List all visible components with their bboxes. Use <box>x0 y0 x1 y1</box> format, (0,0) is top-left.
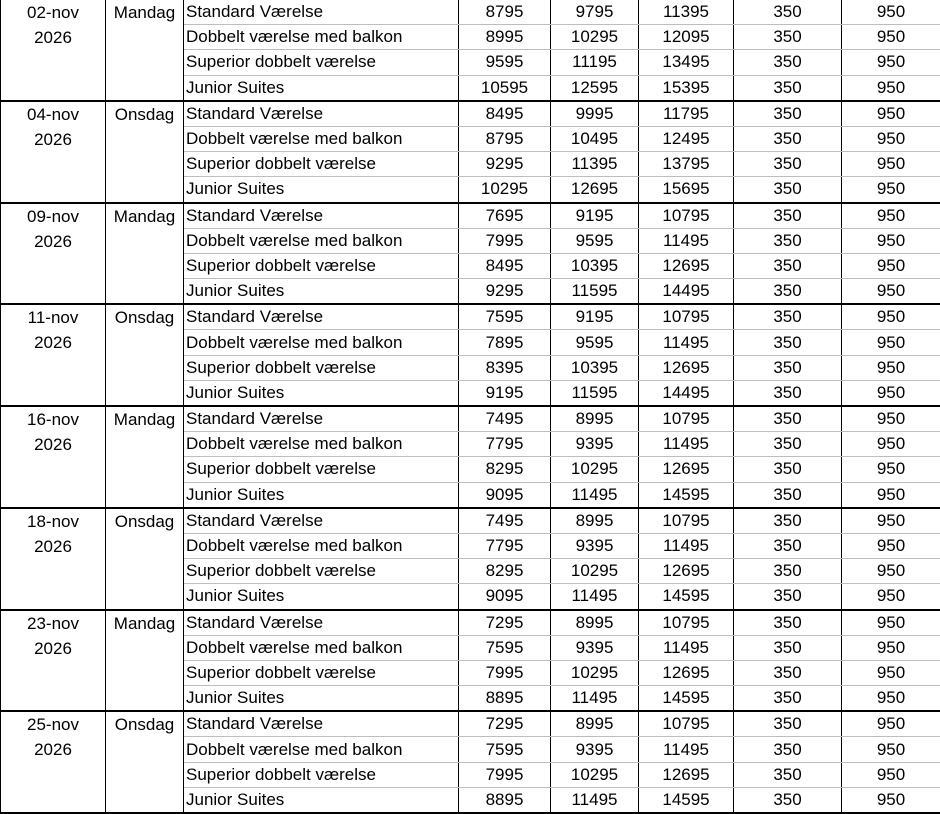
price-cell-p3: 11395 <box>639 0 734 25</box>
date-cell <box>1 610 106 712</box>
room-type-cell: Standard Værelse <box>184 203 459 229</box>
price-cell-p2: 10295 <box>551 25 639 50</box>
price-cell-p2: 12695 <box>551 177 639 203</box>
date-label: 09-nov <box>3 204 103 229</box>
room-type-cell: Dobbelt værelse med balkon <box>184 737 459 762</box>
price-cell-p2: 10495 <box>551 126 639 151</box>
price-cell-p1: 8795 <box>459 126 551 151</box>
price-cell-p5: 950 <box>842 635 940 660</box>
price-cell-p4: 350 <box>734 0 842 25</box>
price-cell-p1: 7795 <box>459 432 551 457</box>
year-label: 2026 <box>3 636 103 661</box>
price-cell-p5: 950 <box>842 610 940 636</box>
price-cell-p2: 9395 <box>551 432 639 457</box>
price-cell-p2: 10395 <box>551 253 639 278</box>
price-cell-p3: 12695 <box>639 660 734 685</box>
price-cell-p3: 14495 <box>639 380 734 406</box>
price-cell-p1: 7295 <box>459 610 551 636</box>
price-cell-p4: 350 <box>734 660 842 685</box>
price-cell-p1: 8795 <box>459 0 551 25</box>
price-cell-p1: 9095 <box>459 482 551 508</box>
price-cell-p2: 10295 <box>551 559 639 584</box>
price-cell-p1: 10295 <box>459 177 551 203</box>
price-cell-p5: 950 <box>842 152 940 177</box>
price-cell-p3: 14595 <box>639 787 734 813</box>
weekday-cell: Mandag <box>106 406 184 508</box>
price-cell-p4: 350 <box>734 610 842 636</box>
price-cell-p2: 11495 <box>551 686 639 712</box>
price-cell-p1: 9195 <box>459 380 551 406</box>
price-cell-p2: 10295 <box>551 660 639 685</box>
price-cell-p4: 350 <box>734 508 842 534</box>
date-cell <box>1 0 106 101</box>
price-cell-p5: 950 <box>842 508 940 534</box>
price-cell-p1: 7595 <box>459 304 551 330</box>
price-cell-p3: 14495 <box>639 279 734 305</box>
year-label: 2026 <box>3 127 103 152</box>
date-label: 02-nov <box>3 0 103 25</box>
price-cell-p2: 11595 <box>551 380 639 406</box>
price-cell-p5: 950 <box>842 253 940 278</box>
price-cell-p5: 950 <box>842 380 940 406</box>
room-type-cell: Junior Suites <box>184 177 459 203</box>
price-cell-p2: 9395 <box>551 533 639 558</box>
price-cell-p4: 350 <box>734 355 842 380</box>
price-cell-p1: 7495 <box>459 406 551 432</box>
price-cell-p2: 11595 <box>551 279 639 305</box>
price-cell-p2: 11195 <box>551 50 639 75</box>
price-cell-p3: 14595 <box>639 482 734 508</box>
price-cell-p5: 950 <box>842 126 940 151</box>
price-cell-p1: 9295 <box>459 279 551 305</box>
price-cell-p3: 12495 <box>639 126 734 151</box>
price-cell-p4: 350 <box>734 152 842 177</box>
price-cell-p4: 350 <box>734 330 842 355</box>
price-cell-p2: 8995 <box>551 406 639 432</box>
price-cell-p2: 8995 <box>551 508 639 534</box>
price-cell-p5: 950 <box>842 787 940 813</box>
weekday-cell: Onsdag <box>106 711 184 813</box>
price-cell-p3: 10795 <box>639 304 734 330</box>
date-cell <box>1 711 106 813</box>
room-type-cell: Junior Suites <box>184 75 459 101</box>
price-cell-p4: 350 <box>734 406 842 432</box>
price-cell-p3: 12695 <box>639 457 734 482</box>
price-cell-p1: 7795 <box>459 533 551 558</box>
price-cell-p3: 13495 <box>639 50 734 75</box>
room-type-cell: Junior Suites <box>184 787 459 813</box>
room-type-cell: Superior dobbelt værelse <box>184 50 459 75</box>
weekday-cell: Mandag <box>106 203 184 305</box>
price-cell-p5: 950 <box>842 177 940 203</box>
date-cell <box>1 406 106 508</box>
price-cell-p3: 10795 <box>639 508 734 534</box>
price-cell-p5: 950 <box>842 559 940 584</box>
price-cell-p3: 13795 <box>639 152 734 177</box>
price-cell-p4: 350 <box>734 762 842 787</box>
price-cell-p3: 12695 <box>639 762 734 787</box>
price-cell-p4: 350 <box>734 25 842 50</box>
date-cell <box>1 203 106 305</box>
price-cell-p4: 350 <box>734 177 842 203</box>
price-cell-p4: 350 <box>734 279 842 305</box>
price-cell-p1: 8495 <box>459 253 551 278</box>
price-cell-p2: 11495 <box>551 584 639 610</box>
room-type-cell: Superior dobbelt værelse <box>184 660 459 685</box>
price-cell-p4: 350 <box>734 457 842 482</box>
price-cell-p3: 11495 <box>639 432 734 457</box>
price-cell-p3: 10795 <box>639 203 734 229</box>
price-cell-p3: 12695 <box>639 253 734 278</box>
price-cell-p5: 950 <box>842 304 940 330</box>
date-cell <box>1 508 106 610</box>
price-cell-p3: 14595 <box>639 584 734 610</box>
room-type-cell: Junior Suites <box>184 584 459 610</box>
price-cell-p5: 950 <box>842 75 940 101</box>
room-type-cell: Junior Suites <box>184 380 459 406</box>
price-cell-p3: 12695 <box>639 355 734 380</box>
price-cell-p2: 10395 <box>551 355 639 380</box>
price-cell-p4: 350 <box>734 482 842 508</box>
price-cell-p2: 11495 <box>551 482 639 508</box>
price-cell-p3: 14595 <box>639 686 734 712</box>
price-cell-p3: 11495 <box>639 737 734 762</box>
price-cell-p5: 950 <box>842 203 940 229</box>
price-cell-p4: 350 <box>734 101 842 127</box>
price-cell-p4: 350 <box>734 253 842 278</box>
price-cell-p4: 350 <box>734 75 842 101</box>
weekday-cell: Onsdag <box>106 508 184 610</box>
room-type-cell: Standard Værelse <box>184 101 459 127</box>
price-cell-p1: 7995 <box>459 660 551 685</box>
price-cell-p5: 950 <box>842 457 940 482</box>
room-type-cell: Standard Værelse <box>184 406 459 432</box>
weekday-cell: Mandag <box>106 610 184 712</box>
price-cell-p2: 10295 <box>551 457 639 482</box>
room-type-cell: Standard Værelse <box>184 508 459 534</box>
date-label: 16-nov <box>3 407 103 432</box>
price-cell-p3: 11495 <box>639 635 734 660</box>
table-row <box>1 406 940 432</box>
price-cell-p3: 12095 <box>639 25 734 50</box>
room-type-cell: Superior dobbelt værelse <box>184 152 459 177</box>
price-cell-p2: 11395 <box>551 152 639 177</box>
weekday-cell: Onsdag <box>106 304 184 406</box>
date-cell <box>1 101 106 203</box>
year-label: 2026 <box>3 330 103 355</box>
price-cell-p1: 7595 <box>459 737 551 762</box>
price-cell-p1: 7595 <box>459 635 551 660</box>
weekday-cell: Mandag <box>106 0 184 101</box>
date-label: 11-nov <box>3 305 103 330</box>
date-label: 25-nov <box>3 712 103 737</box>
room-type-cell: Superior dobbelt værelse <box>184 355 459 380</box>
price-cell-p4: 350 <box>734 737 842 762</box>
price-cell-p2: 9595 <box>551 330 639 355</box>
price-cell-p5: 950 <box>842 0 940 25</box>
room-type-cell: Dobbelt værelse med balkon <box>184 126 459 151</box>
price-cell-p2: 9795 <box>551 0 639 25</box>
price-cell-p1: 7295 <box>459 711 551 737</box>
room-type-cell: Dobbelt værelse med balkon <box>184 533 459 558</box>
price-cell-p5: 950 <box>842 432 940 457</box>
date-cell <box>1 304 106 406</box>
price-cell-p4: 350 <box>734 711 842 737</box>
price-cell-p5: 950 <box>842 737 940 762</box>
room-type-cell: Dobbelt værelse med balkon <box>184 25 459 50</box>
table-row <box>1 711 940 737</box>
table-row <box>1 0 940 25</box>
price-cell-p3: 15395 <box>639 75 734 101</box>
price-cell-p2: 10295 <box>551 762 639 787</box>
price-cell-p5: 950 <box>842 101 940 127</box>
price-cell-p4: 350 <box>734 559 842 584</box>
price-cell-p2: 12595 <box>551 75 639 101</box>
price-cell-p1: 9595 <box>459 50 551 75</box>
price-cell-p3: 10795 <box>639 406 734 432</box>
weekday-cell: Onsdag <box>106 101 184 203</box>
year-label: 2026 <box>3 534 103 559</box>
price-cell-p5: 950 <box>842 406 940 432</box>
price-cell-p4: 350 <box>734 584 842 610</box>
price-cell-p1: 7495 <box>459 508 551 534</box>
price-cell-p2: 9195 <box>551 304 639 330</box>
room-type-cell: Junior Suites <box>184 686 459 712</box>
price-cell-p5: 950 <box>842 711 940 737</box>
date-label: 18-nov <box>3 509 103 534</box>
price-cell-p5: 950 <box>842 25 940 50</box>
year-label: 2026 <box>3 229 103 254</box>
price-cell-p2: 9595 <box>551 228 639 253</box>
price-cell-p5: 950 <box>842 686 940 712</box>
room-type-cell: Junior Suites <box>184 482 459 508</box>
year-label: 2026 <box>3 432 103 457</box>
price-cell-p1: 8295 <box>459 559 551 584</box>
price-cell-p5: 950 <box>842 660 940 685</box>
price-cell-p1: 8895 <box>459 787 551 813</box>
price-cell-p1: 7995 <box>459 762 551 787</box>
price-cell-p5: 950 <box>842 228 940 253</box>
price-cell-p3: 10795 <box>639 711 734 737</box>
date-label: 23-nov <box>3 611 103 636</box>
price-cell-p2: 11495 <box>551 787 639 813</box>
price-cell-p4: 350 <box>734 432 842 457</box>
price-cell-p3: 15695 <box>639 177 734 203</box>
price-cell-p4: 350 <box>734 686 842 712</box>
table-row <box>1 101 940 127</box>
price-cell-p4: 350 <box>734 50 842 75</box>
price-cell-p1: 9295 <box>459 152 551 177</box>
price-cell-p2: 9195 <box>551 203 639 229</box>
price-cell-p2: 9995 <box>551 101 639 127</box>
price-cell-p3: 11495 <box>639 533 734 558</box>
room-type-cell: Superior dobbelt værelse <box>184 457 459 482</box>
price-cell-p3: 11795 <box>639 101 734 127</box>
price-cell-p4: 350 <box>734 203 842 229</box>
room-type-cell: Standard Værelse <box>184 304 459 330</box>
room-type-cell: Dobbelt værelse med balkon <box>184 432 459 457</box>
price-cell-p3: 11495 <box>639 228 734 253</box>
price-cell-p2: 9395 <box>551 635 639 660</box>
price-cell-p4: 350 <box>734 787 842 813</box>
price-cell-p1: 7895 <box>459 330 551 355</box>
table-row <box>1 304 940 330</box>
room-type-cell: Superior dobbelt værelse <box>184 559 459 584</box>
price-cell-p3: 12695 <box>639 559 734 584</box>
price-cell-p1: 8395 <box>459 355 551 380</box>
price-cell-p5: 950 <box>842 482 940 508</box>
price-cell-p5: 950 <box>842 762 940 787</box>
date-label: 04-nov <box>3 102 103 127</box>
price-cell-p5: 950 <box>842 355 940 380</box>
room-type-cell: Superior dobbelt værelse <box>184 762 459 787</box>
table-row <box>1 610 940 636</box>
room-type-cell: Dobbelt værelse med balkon <box>184 635 459 660</box>
price-cell-p5: 950 <box>842 279 940 305</box>
price-cell-p5: 950 <box>842 533 940 558</box>
table-row <box>1 508 940 534</box>
price-cell-p1: 8295 <box>459 457 551 482</box>
room-type-cell: Standard Værelse <box>184 711 459 737</box>
price-cell-p1: 8895 <box>459 686 551 712</box>
year-label: 2026 <box>3 737 103 762</box>
price-cell-p3: 10795 <box>639 610 734 636</box>
table-body <box>1 0 940 813</box>
price-cell-p4: 350 <box>734 228 842 253</box>
room-type-cell: Standard Værelse <box>184 0 459 25</box>
price-cell-p5: 950 <box>842 330 940 355</box>
price-cell-p4: 350 <box>734 533 842 558</box>
price-cell-p4: 350 <box>734 126 842 151</box>
price-cell-p2: 9395 <box>551 737 639 762</box>
table-row <box>1 203 940 229</box>
price-cell-p5: 950 <box>842 50 940 75</box>
room-type-cell: Standard Værelse <box>184 610 459 636</box>
price-cell-p2: 8995 <box>551 711 639 737</box>
room-type-cell: Superior dobbelt værelse <box>184 253 459 278</box>
price-cell-p1: 8495 <box>459 101 551 127</box>
room-type-cell: Dobbelt værelse med balkon <box>184 228 459 253</box>
price-cell-p5: 950 <box>842 584 940 610</box>
price-cell-p1: 8995 <box>459 25 551 50</box>
price-cell-p3: 11495 <box>639 330 734 355</box>
price-cell-p4: 350 <box>734 304 842 330</box>
year-label: 2026 <box>3 25 103 50</box>
price-cell-p1: 9095 <box>459 584 551 610</box>
room-type-cell: Junior Suites <box>184 279 459 305</box>
price-cell-p1: 7695 <box>459 203 551 229</box>
room-type-cell: Dobbelt værelse med balkon <box>184 330 459 355</box>
price-cell-p4: 350 <box>734 635 842 660</box>
price-cell-p4: 350 <box>734 380 842 406</box>
price-cell-p2: 8995 <box>551 610 639 636</box>
price-cell-p1: 10595 <box>459 75 551 101</box>
price-cell-p1: 7995 <box>459 228 551 253</box>
